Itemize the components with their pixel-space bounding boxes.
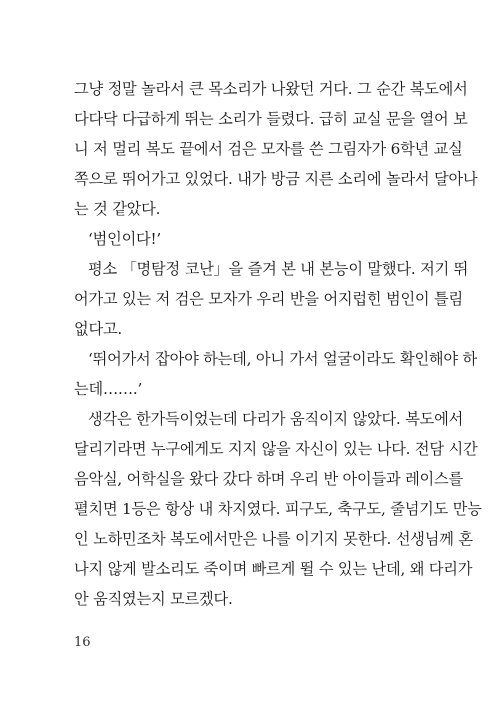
text-line: ‘뛰어가서 잡아야 하는데, 아니 가서 얼굴이라도 확인해야 하 bbox=[88, 350, 477, 368]
text-line: 평소 「명탐정 코난」을 즐겨 본 내 본능이 말했다. 저기 뛰 bbox=[88, 260, 469, 278]
text-line: 는 것 같았다. bbox=[74, 200, 161, 218]
text-line: 나지 않게 발소리도 죽이며 빠르게 뛸 수 있는 난데, 왜 다리가 bbox=[74, 560, 473, 578]
text-line: 생각은 한가득이었는데 다리가 움직이지 않았다. 복도에서 bbox=[88, 410, 464, 428]
text-line: 안 움직였는지 모르겠다. bbox=[74, 590, 233, 608]
text-line: 어가고 있는 저 검은 모자가 우리 반을 어지럽힌 범인이 틀림 bbox=[74, 290, 463, 308]
text-line: 니 저 멀리 복도 끝에서 검은 모자를 쓴 그림자가 6학년 교실 bbox=[74, 140, 463, 158]
text-line: 음악실, 어학실을 왔다 갔다 하며 우리 반 아이들과 레이스를 bbox=[74, 470, 463, 488]
text-line: 는데…….’ bbox=[74, 380, 143, 398]
text-line: 쪽으로 뛰어가고 있었다. 내가 방금 지른 소리에 놀라서 달아나 bbox=[74, 170, 478, 188]
text-line: 달리기라면 누구에게도 지지 않을 자신이 있는 나다. 전담 시간 bbox=[74, 440, 478, 458]
text-line: 다다닥 다급하게 뛰는 소리가 들렸다. 급히 교실 문을 열어 보 bbox=[74, 110, 468, 128]
text-line: 없다고. bbox=[74, 320, 123, 338]
text-line: 펼치면 1등은 항상 내 차지였다. 피구도, 축구도, 줄넘기도 만능 bbox=[74, 500, 482, 518]
text-line: 인 노하민조차 복도에서만은 나를 이기지 못한다. 선생님께 혼 bbox=[74, 530, 473, 548]
text-line: ‘범인이다!’ bbox=[88, 230, 162, 248]
text-line: 그냥 정말 놀라서 큰 목소리가 나왔던 거다. 그 순간 복도에서 bbox=[74, 80, 468, 98]
page-number: 16 bbox=[74, 635, 91, 650]
